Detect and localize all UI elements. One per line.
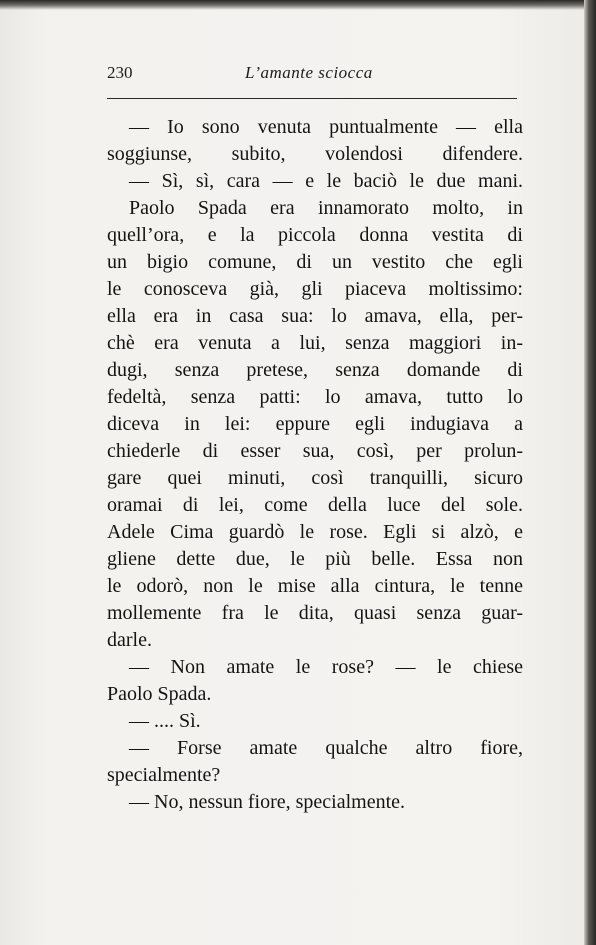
text-line: — Non amate le rose? — le chiese xyxy=(129,656,523,678)
text-line: soggiunse, subito, volendosi difendere. xyxy=(107,143,523,165)
text-line: — .... Sì. xyxy=(129,710,201,732)
text-line: — No, nessun fiore, specialmente. xyxy=(129,791,406,813)
text-line: — Io sono venuta puntualmente — ella xyxy=(129,116,523,138)
text-line: Adele Cima guardò le rose. Egli si alzò, e xyxy=(107,521,523,543)
text-line: ella era in casa sua: lo amava, ella, per- xyxy=(107,305,523,327)
text-line: le odorò, non le mise alla cintura, le tenne xyxy=(107,575,523,597)
text-line: gliene dette due, le più belle. Essa non xyxy=(107,548,523,570)
text-line: quell’ora, e la piccola donna vestita di xyxy=(107,224,523,246)
text-line: — Sì, sì, cara — e le baciò le due mani. xyxy=(129,170,523,192)
text-line: darle. xyxy=(107,629,152,651)
text-line: mollemente fra le dita, quasi senza guar- xyxy=(107,602,523,624)
page-number: 230 xyxy=(107,63,133,82)
scan-right-edge xyxy=(584,0,596,945)
text-line: — Forse amate qualche altro fiore, xyxy=(129,737,523,759)
text-line: le conosceva già, gli piaceva moltissimo: xyxy=(107,278,523,300)
scan-top-edge xyxy=(0,0,596,10)
header-rule xyxy=(107,98,517,99)
text-line: chiederle di esser sua, così, per prolun- xyxy=(107,440,523,462)
text-line: oramai di lei, come della luce del sole. xyxy=(107,494,523,516)
running-title: L’amante sciocca xyxy=(245,63,373,82)
text-line: Paolo Spada era innamorato molto, in xyxy=(129,197,523,219)
body-text xyxy=(107,114,523,816)
text-line: gare quei minuti, così tranquilli, sicuro xyxy=(107,467,523,489)
text-line: specialmente? xyxy=(107,764,221,786)
page-header xyxy=(107,63,515,87)
text-line: chè era venuta a lui, senza maggiori in- xyxy=(107,332,523,354)
text-line: dugi, senza pretese, senza domande di xyxy=(107,359,523,381)
text-line: diceva in lei: eppure egli indugiava a xyxy=(107,413,523,435)
text-line: Paolo Spada. xyxy=(107,683,212,705)
text-line: fedeltà, senza patti: lo amava, tutto lo xyxy=(107,386,523,408)
text-line: un bigio comune, di un vestito che egli xyxy=(107,251,523,273)
